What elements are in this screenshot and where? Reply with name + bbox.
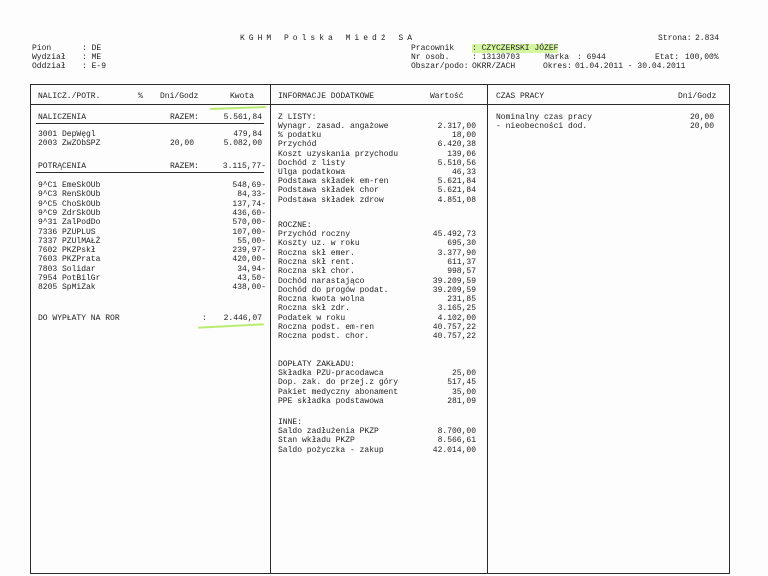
info-value: 5.510,56 (437, 158, 476, 168)
info-value: 40.757,22 (432, 323, 476, 332)
marka-value: : 6944 (577, 53, 606, 62)
do-wyplaty-colon: : (202, 314, 207, 323)
item-amount: 436,60- (232, 208, 266, 218)
etat-label: Etat: (655, 53, 680, 62)
col2-header-info: INFORMACJE DODATKOWE (278, 92, 375, 101)
z-listy-heading: Z LISTY: (278, 113, 317, 122)
info-label: Koszty uz. w roku (278, 239, 360, 249)
table-header-divider (30, 104, 730, 105)
info-label: Składka PZU-pracodawca (278, 369, 384, 378)
item-amount: 84,33- (237, 190, 266, 200)
page-label: Strona: (658, 34, 692, 43)
info-label: PPE składka podstawowa (278, 396, 384, 406)
potracenia-total: 3.115,77- (222, 162, 266, 171)
czas-value: 20,00 (689, 122, 714, 131)
czas-label: - nieobecności dod. (496, 122, 588, 131)
item-code: 7603 PKZPrata (38, 255, 101, 265)
item-amount: 34,94- (237, 264, 266, 274)
potracenia-razem: RAZEM: (170, 162, 199, 171)
oddzial-label: Oddział (32, 62, 66, 71)
info-value: 3.377,90 (437, 248, 476, 258)
info-label: % podatku (278, 131, 322, 141)
info-value: 231,85 (447, 295, 476, 305)
item-amount: 420,00- (232, 255, 266, 265)
item-code: 9^C5 ChoSkOUb (38, 199, 101, 209)
roczne-heading: ROCZNE: (278, 221, 312, 230)
item-amount: 479,84 (233, 130, 262, 139)
item-amount: 55,00- (237, 236, 266, 246)
info-label: Roczna podst. chor. (278, 332, 370, 342)
info-value: 46,33 (451, 168, 476, 177)
info-label: Podstawa składek zdrow (278, 195, 384, 205)
item-code: 3001 DepWęgl (38, 130, 96, 139)
okres-label: Okres: (543, 62, 572, 71)
item-amount: 107,00- (232, 227, 266, 237)
info-label: Roczna skł zdr. (278, 304, 351, 314)
naliczenia-label: NALICZENIA (38, 113, 87, 122)
do-wyplaty-label: DO WYPŁATY NA ROR (38, 314, 120, 323)
info-value: 25,00 (451, 369, 476, 378)
col1-header-percent: % (138, 92, 143, 101)
czas-value: 20,00 (689, 113, 714, 122)
naliczenia-razem: RAZEM: (170, 113, 199, 122)
wydzial-label: Wydział (32, 53, 66, 62)
info-label: Pakiet medyczny abonament (278, 387, 399, 397)
info-value: 5.621,84 (437, 177, 476, 187)
col1-header-nalicz: NALICZ./POTR. (38, 92, 101, 101)
item-code: 2003 ZwZObSPZ (38, 139, 101, 148)
item-amount: 438,00- (232, 283, 266, 293)
naliczenia-total: 5.561,84 (223, 113, 262, 122)
info-value: 6.420,38 (437, 140, 476, 150)
obszar-label: Obszar/podo: (411, 62, 469, 71)
oddzial-value: : E-9 (82, 62, 107, 71)
info-value: 139,06 (447, 149, 476, 159)
item-code: 7602 PKZPskł (38, 246, 96, 256)
inne-heading: INNE: (278, 418, 303, 427)
item-amount: 570,00- (232, 218, 266, 228)
info-value: 4.851,08 (437, 195, 476, 205)
info-value: 35,00 (451, 387, 476, 397)
info-value: 517,45 (447, 378, 476, 388)
item-amount: 137,74- (232, 199, 266, 209)
item-code: 8205 SpMiZak (38, 283, 96, 293)
info-label: Ulga podatkowa (278, 168, 346, 177)
page-number: 2.834 (695, 34, 720, 43)
info-label: Roczna skł rent. (278, 257, 355, 267)
info-label: Podstawa składek chor (278, 186, 379, 196)
potracenia-underline (36, 172, 264, 173)
info-value: 45.492,73 (432, 230, 476, 239)
info-label: Wynagr. zasad. angażowe (278, 122, 389, 131)
info-value: 998,57 (447, 267, 476, 277)
info-label: Podstawa składek em-ren (278, 177, 389, 187)
info-value: 40.757,22 (432, 332, 476, 342)
col1-header-dni: Dni/Godz (160, 92, 199, 101)
nr-osob-value: : 13130703 (472, 53, 521, 62)
pion-label: Pion (32, 44, 52, 53)
info-label: Dochód narastająco (278, 276, 365, 286)
info-value: 695,30 (447, 239, 476, 249)
wydzial-value: : ME (82, 53, 102, 62)
info-label: Saldo zadłużenia PKZP (278, 427, 379, 436)
okres-value: 01.04.2011 - 30.04.2011 (575, 62, 686, 71)
info-label: Koszt uzyskania przychodu (278, 149, 399, 159)
item-amount: 548,69- (232, 181, 266, 190)
info-label: Roczna skł emer. (278, 248, 355, 258)
info-label: Dochód z listy (278, 158, 346, 168)
info-value: 18,00 (451, 131, 476, 141)
info-label: Podatek w roku (278, 313, 346, 323)
col3-header-czas: CZAS PRACY (496, 92, 545, 101)
info-label: Roczna kwota wolna (278, 295, 365, 305)
info-label: Przychód (278, 140, 317, 150)
nr-osob-label: Nr osob. (411, 53, 450, 62)
potracenia-label: POTRĄCENIA (38, 162, 87, 171)
item-code: 9^C3 RenSkOUb (38, 190, 101, 200)
col2-header-wartosc: Wartość (430, 92, 464, 101)
naliczenia-underline (36, 123, 264, 124)
employee-label: Pracownik (411, 44, 455, 53)
info-value: 8.700,00 (437, 427, 476, 436)
item-code: 7336 PZUPLUS (38, 227, 96, 237)
info-value: 39.209,59 (432, 285, 476, 295)
item-code: 9^C1 EmeSkOUb (38, 181, 101, 190)
info-value: 5.621,84 (437, 186, 476, 196)
col3-header-dni: Dni/Godz (678, 92, 717, 101)
company-name: KGHM Polska Miedź SA (240, 34, 417, 43)
info-label: Przychód roczny (278, 230, 351, 239)
item-days: 20,00 (169, 139, 194, 148)
item-code: 7954 PotBilGr (38, 274, 101, 283)
info-value: 611,37 (447, 257, 476, 267)
column-divider-2 (487, 84, 488, 574)
item-code: 7803 Solidar (38, 264, 96, 274)
obszar-value: OKRR/ZACH (472, 62, 516, 71)
item-amount: 5.082,00 (223, 139, 262, 148)
item-code: 7337 PZUlMAŁŻ (38, 236, 101, 246)
info-value: 8.566,61 (437, 436, 476, 446)
do-wyplaty-total: 2.446,07 (223, 314, 262, 323)
pion-value: : DE (82, 44, 102, 53)
info-label: Dochód do progów podat. (278, 285, 389, 295)
item-code: 9^31 ZalPodDo (38, 218, 101, 228)
info-label: Roczna skł chor. (278, 267, 355, 277)
czas-label: Nominalny czas pracy (496, 113, 593, 122)
info-value: 39.209,59 (432, 276, 476, 286)
info-value: 42.014,00 (432, 445, 476, 455)
info-label: Stan wkładu PKZP (278, 436, 355, 446)
info-value: 4.102,00 (437, 313, 476, 323)
column-divider-1 (270, 84, 271, 574)
doplaty-heading: DOPŁATY ZAKŁADU: (278, 360, 355, 369)
info-value: 281,09 (447, 396, 476, 406)
info-label: Saldo pożyczka - zakup (278, 445, 384, 455)
item-amount: 43,50- (237, 274, 266, 283)
info-label: Roczna podst. em-ren (278, 323, 375, 332)
info-value: 3.165,25 (437, 304, 476, 314)
item-code: 9^C9 ZdrSkOUb (38, 208, 101, 218)
employee-name: : CZYCZERSKI JÓZEF (472, 44, 559, 53)
item-amount: 239,97- (232, 246, 266, 256)
etat-value: 100,00% (685, 53, 719, 62)
col1-header-kwota: Kwota (230, 92, 255, 101)
marka-label: Marka (545, 53, 570, 62)
info-value: 2.317,00 (437, 122, 476, 131)
info-label: Dop. zak. do przej.z góry (278, 378, 399, 388)
